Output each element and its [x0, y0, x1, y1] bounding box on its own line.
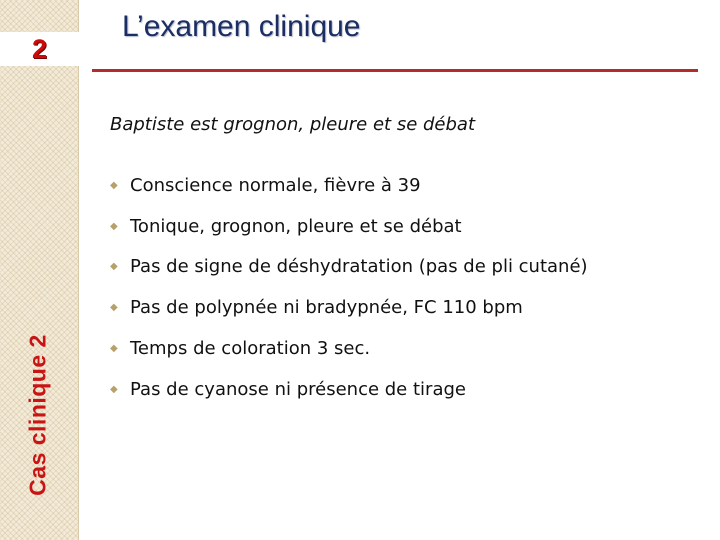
section-label: Cas clinique 2 [24, 334, 51, 496]
diamond-bullet-icon: ◆ [110, 179, 118, 191]
sidebar-panel [0, 0, 79, 540]
list-item-text: Pas de polypnée ni bradypnée, FC 110 bpm [130, 297, 523, 319]
list-item-text: Tonique, grognon, pleure et se débat [130, 215, 462, 237]
list-item [108, 328, 588, 369]
subtitle: Baptiste est grognon, pleure et se débat [110, 114, 476, 135]
list-item-text: Conscience normale, fièvre à 39 [130, 174, 421, 196]
list-item [108, 165, 588, 206]
list-item-text: Pas de signe de déshydratation (pas de pli cutané) [130, 256, 588, 278]
list-item-text: Temps de coloration 3 sec. [130, 338, 371, 360]
diamond-bullet-icon: ◆ [110, 261, 118, 273]
list-item [108, 206, 588, 247]
list-item-text: Pas de cyanose ni présence de tirage [130, 378, 466, 400]
list-item [108, 247, 588, 288]
diamond-bullet-icon: ◆ [110, 220, 118, 232]
diamond-bullet-icon: ◆ [110, 383, 118, 395]
page-title: L’examen clinique [122, 10, 361, 43]
diamond-bullet-icon: ◆ [110, 343, 118, 355]
slide-number: 2 [0, 32, 79, 66]
bullet-list [108, 165, 588, 410]
diamond-bullet-icon: ◆ [110, 302, 118, 314]
title-divider [92, 69, 698, 72]
list-item [108, 287, 588, 328]
list-item [108, 369, 588, 410]
